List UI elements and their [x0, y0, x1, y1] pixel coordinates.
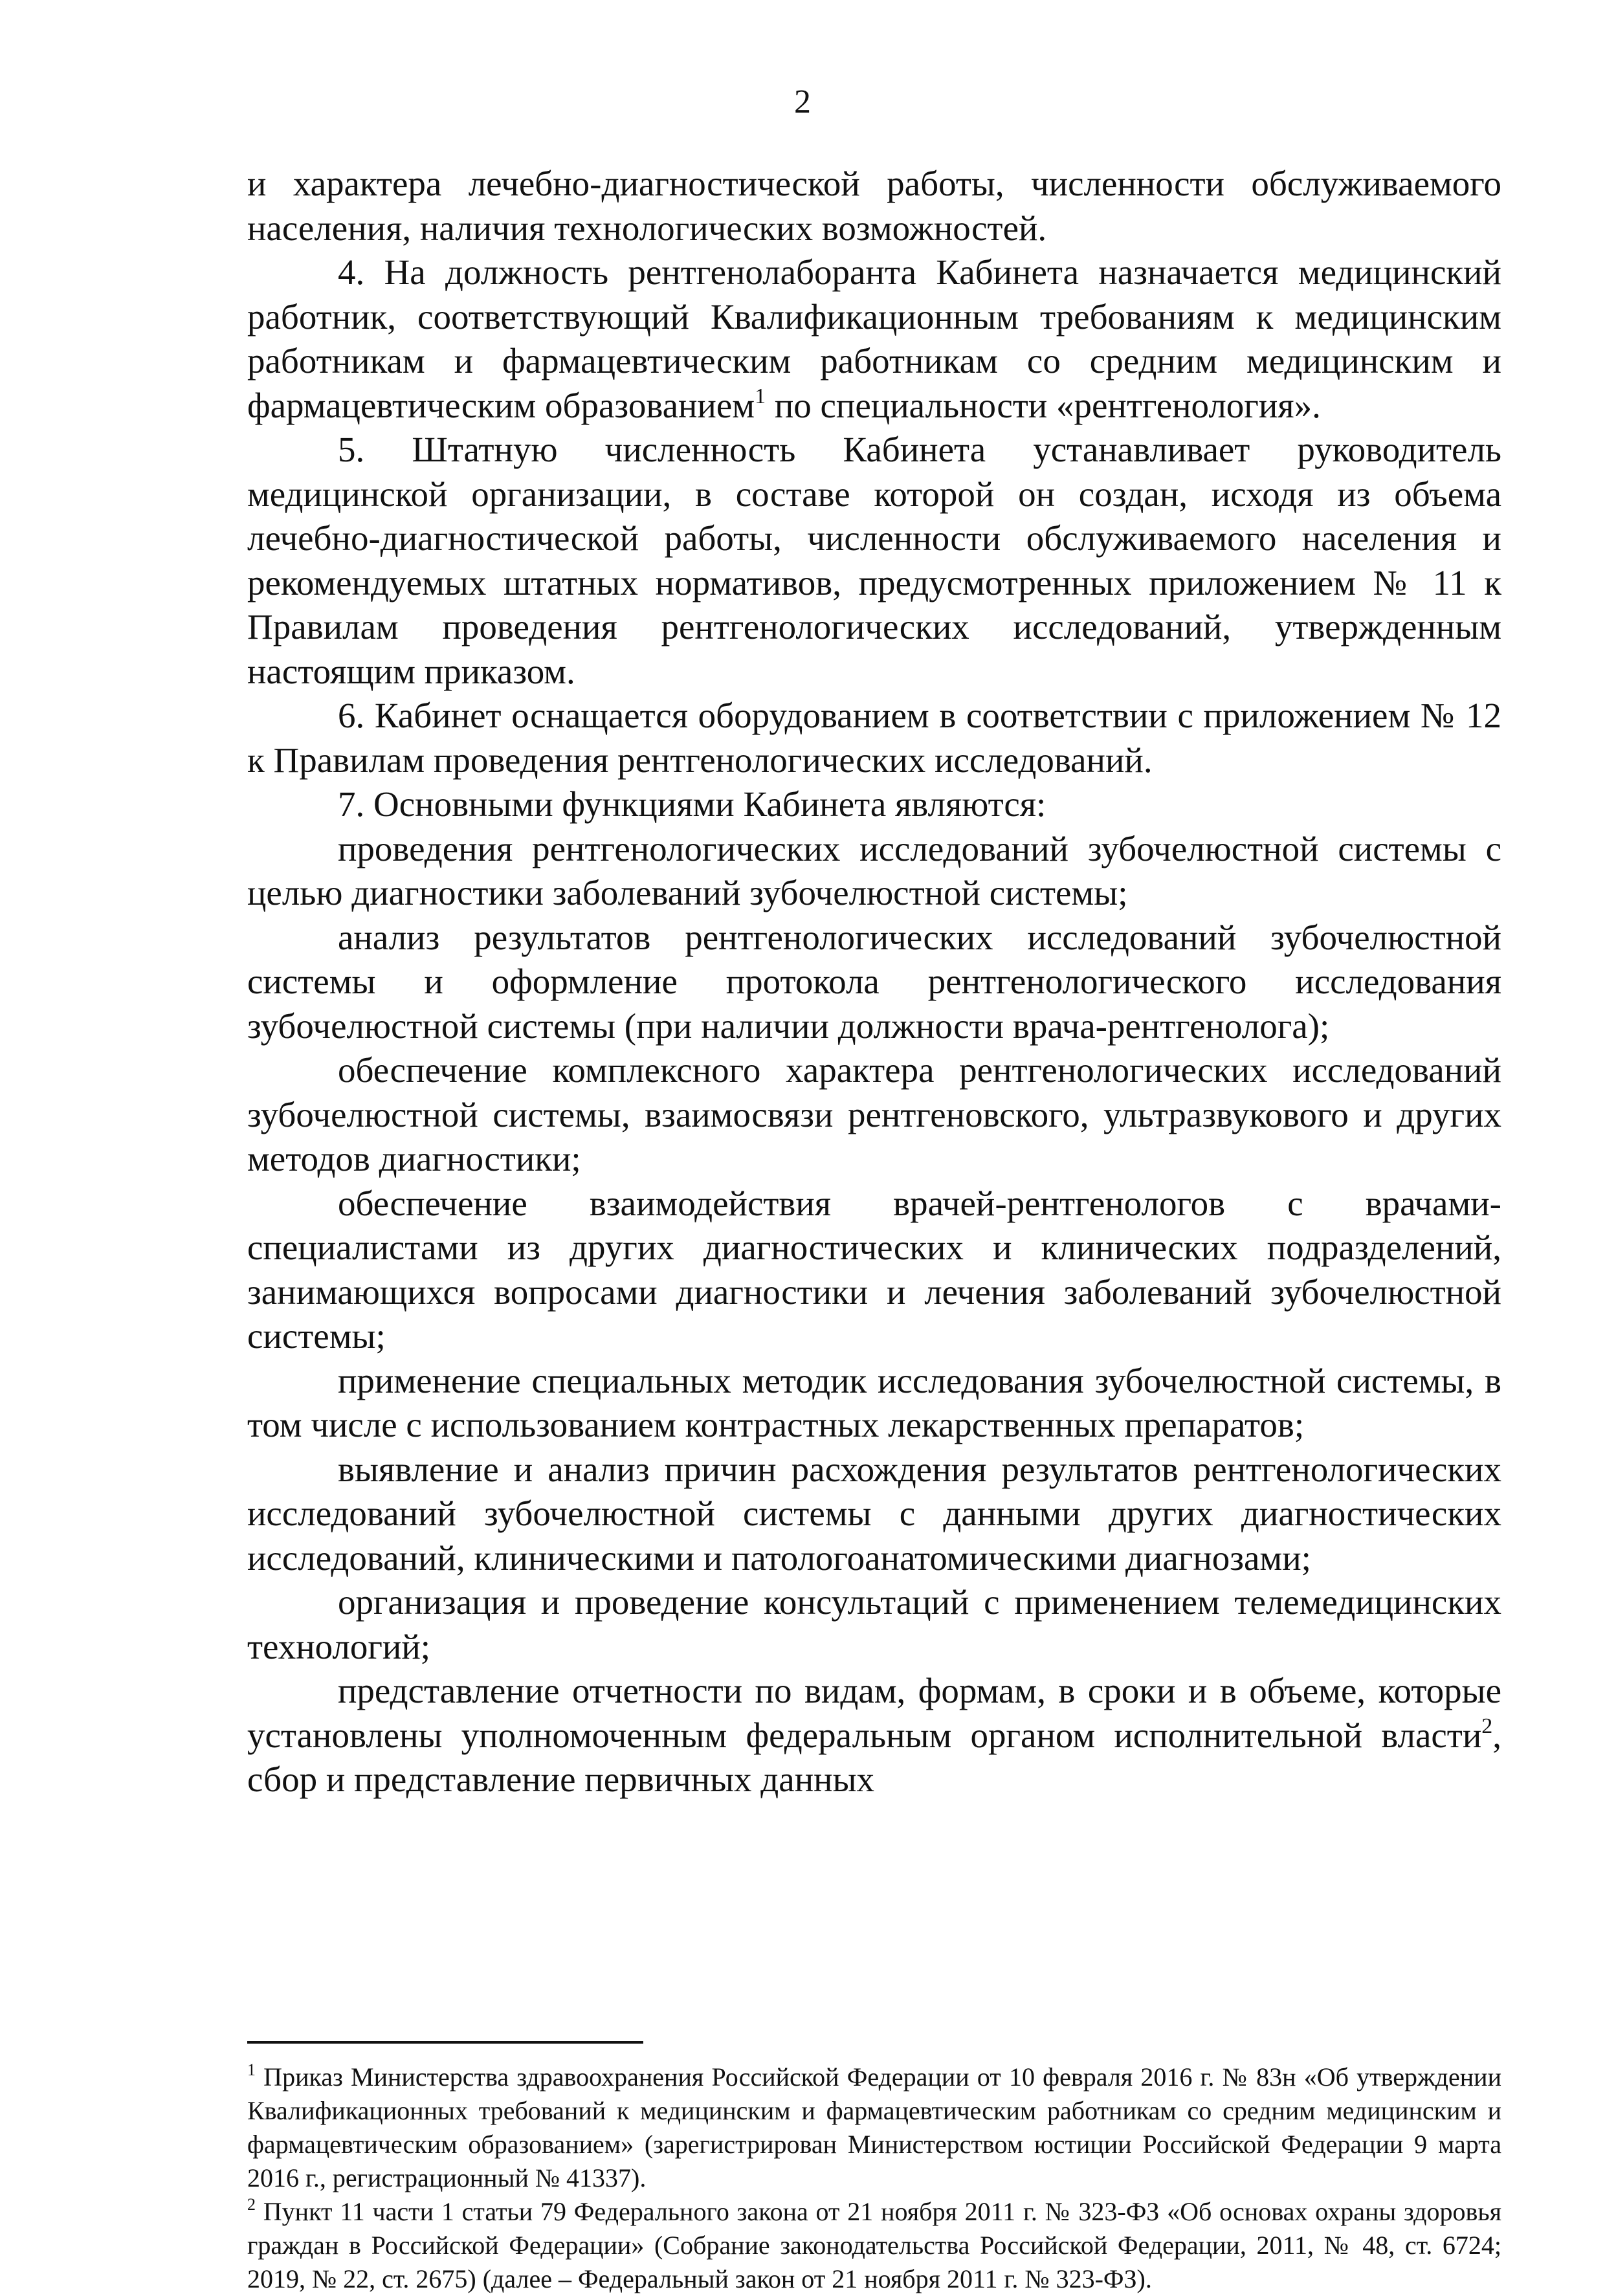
function-item-4: обеспечение взаимодействия врачей-рентгенологов с врачами-специалистами из других диагностических и клинических подразделений, занимающихся вопросами диагностики и лечения заболеваний зубочелюстной системы;	[247, 1183, 1501, 1356]
function-item-1: проведения рентгенологических исследований зубочелюстной системы с целью диагностики заболеваний зубочелюстной системы;	[247, 828, 1501, 912]
footnote-2	[247, 2195, 1501, 2296]
document-body	[247, 162, 1501, 1802]
footnote-separator	[247, 2041, 643, 2044]
footnote-1-text: Приказ Министерства здравоохранения Российской Федерации от 10 февраля 2016 г. № 83н «Об утверждении Квалификационных требований к медицинским и фармацевтическим работникам со средним медицинским и фармацевтическим образованием» (зарегистрирован Министерством юстиции Российской Федерации 9 марта 2016 г., регистрационный № 41337).	[247, 2062, 1501, 2192]
function-item-5: применение специальных методик исследования зубочелюстной системы, в том числе с использованием контрастных лекарственных препаратов;	[247, 1360, 1501, 1444]
function-item-7: организация и проведение консультаций с применением телемедицинских технологий;	[247, 1582, 1501, 1666]
paragraph-4	[247, 250, 1501, 428]
footnote-ref-2[interactable]: 2	[1481, 1714, 1493, 1738]
paragraph-6: 6. Кабинет оснащается оборудованием в соответствии с приложением № 12 к Правилам проведения рентгенологических исследований.	[247, 696, 1501, 780]
footnote-2-text: Пункт 11 части 1 статьи 79 Федерального закона от 21 ноября 2011 г. № 323-ФЗ «Об основах охраны здоровья граждан в Российской Федерации» (Собрание законодательства Российской Федерации, 2011, № 48, ст. 6724; 2019, № 22, ст. 2675) (далее – Федеральный закон от 21 ноября 2011 г. № 323-ФЗ).	[247, 2197, 1501, 2293]
paragraph-4-tail: по специальности «рентгенология».	[766, 385, 1321, 425]
footnote-1	[247, 2060, 1501, 2195]
footnote-mark-1: 1	[247, 2060, 256, 2079]
function-item-8	[247, 1669, 1501, 1802]
function-item-2: анализ результатов рентгенологических исследований зубочелюстной системы и оформление протокола рентгенологического исследования зубочелюстной системы (при наличии должности врача-рентгенолога);	[247, 917, 1501, 1046]
function-item-3: обеспечение комплексного характера рентгенологических исследований зубочелюстной системы, взаимосвязи рентгеновского, ультразвукового и других методов диагностики;	[247, 1050, 1501, 1178]
paragraph-continuation: и характера лечебно-диагностической работы, численности обслуживаемого населения, наличия технологических возможностей.	[247, 164, 1501, 248]
footnotes	[247, 2060, 1501, 2296]
function-item-8-text: представление отчетности по видам, формам, в сроки и в объеме, которые установлены уполномоченным федеральным органом исполнительной власти	[247, 1671, 1501, 1755]
paragraph-5: 5. Штатную численность Кабинета устанавливает руководитель медицинской организации, в составе которой он создан, исходя из объема лечебно-диагностической работы, численности обслуживаемого населения и рекомендуемых штатных нормативов, предусмотренных приложением № 11 к Правилам проведения рентгенологических исследований, утвержденным настоящим приказом.	[247, 430, 1501, 691]
function-item-8-tail: , сбор и представление первичных данных	[247, 1715, 1501, 1799]
footnote-ref-1[interactable]: 1	[755, 384, 766, 408]
footnote-mark-2: 2	[247, 2195, 256, 2214]
function-item-6: выявление и анализ причин расхождения результатов рентгенологических исследований зубочелюстной системы с данными других диагностических исследований, клиническими и патологоанатомическими диагнозами;	[247, 1449, 1501, 1578]
page-number: 2	[794, 83, 811, 120]
paragraph-4-text: 4. На должность рентгенолаборанта Кабинета назначается медицинский работник, соответствующий Квалификационным требованиям к медицинским работникам и фармацевтическим работникам со средним медицинским и фармацевтическим образованием	[247, 252, 1501, 425]
paragraph-7: 7. Основными функциями Кабинета являются:	[338, 784, 1046, 824]
